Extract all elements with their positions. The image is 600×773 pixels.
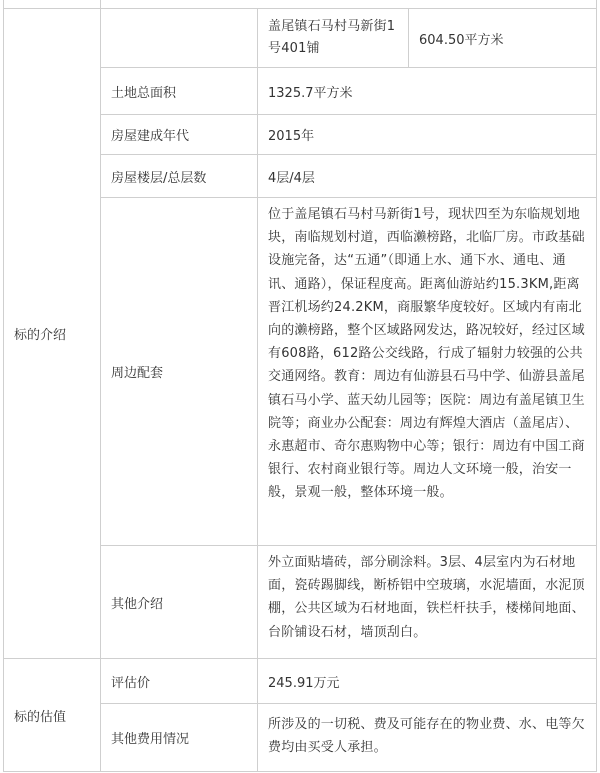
other-info-label-cell bbox=[100, 545, 258, 659]
other-fees-label-cell bbox=[100, 703, 258, 772]
address-value: 盖尾镇石马村马新街1号401铺 bbox=[268, 19, 396, 56]
land-area-value-cell bbox=[257, 67, 597, 115]
land-area-label-cell bbox=[100, 67, 258, 115]
assessed-price-label: 评估价 bbox=[111, 675, 151, 691]
area-cell bbox=[408, 8, 597, 68]
address-row-empty-cell bbox=[100, 8, 258, 68]
other-fees-label: 其他费用情况 bbox=[111, 732, 190, 747]
floors-label: 房屋楼层/总层数 bbox=[111, 170, 207, 186]
surroundings-value: 位于盖尾镇石马村马新街1号，现状四至为东临规划地块，南临规划村道，西临濑榜路，北临厂房。市政基础设施完备，达“五通”（即通上水、通下水、通电、通讯、通路），保证程度高。距离仙游站约15.3KM,距离晋江机场约24.2KM，商服繁华度较好。区域内有南北向的濑榜路，整个区域路网发达，路况较好，经过区域有608路，612路公交线路，行成了辐射力较强的公共交通网络。教育：周边有仙游县石马中学、仙游县盖尾镇石马小学、蓝天幼儿园等；医院：周边有盖尾镇卫生院等；商业办公配套：周边有辉煌大酒店（盖尾店）、永惠超市、奇尔惠购物中心等；银行：周边有中国工商银行、农村商业银行等。周边人文环境一般，治安一般，景观一般，整体环境一般。 bbox=[268, 207, 585, 501]
land-area-label: 土地总面积 bbox=[111, 85, 177, 101]
surroundings-label: 周边配套 bbox=[111, 366, 164, 381]
other-fees-value-cell bbox=[257, 703, 597, 772]
section-intro-cell bbox=[3, 8, 101, 659]
floors-label-cell bbox=[100, 154, 258, 198]
floors-value-cell bbox=[257, 154, 597, 198]
surroundings-value-cell bbox=[257, 197, 597, 546]
other-info-value-cell bbox=[257, 545, 597, 659]
other-fees-value: 所涉及的一切税、费及可能存在的物业费、水、电等欠费均由买受人承担。 bbox=[268, 717, 585, 756]
land-area-value: 1325.7平方米 bbox=[268, 85, 353, 101]
assessed-price-value: 245.91万元 bbox=[268, 675, 340, 691]
build-year-label: 房屋建成年代 bbox=[111, 129, 190, 144]
other-info-label: 其他介绍 bbox=[111, 596, 164, 612]
floors-value: 4层/4层 bbox=[268, 170, 315, 186]
area-value: 604.50平方米 bbox=[419, 32, 504, 48]
build-year-value: 2015年 bbox=[268, 129, 315, 144]
section-valuation-cell bbox=[3, 658, 101, 772]
address-cell bbox=[257, 8, 409, 68]
section-valuation-label: 标的估值 bbox=[14, 709, 67, 725]
build-year-value-cell bbox=[257, 114, 597, 155]
build-year-label-cell bbox=[100, 114, 258, 155]
section-intro-label: 标的介绍 bbox=[14, 328, 67, 343]
other-info-value: 外立面贴墙砖，部分刷涂料。3层、4层室内为石材地面，瓷砖踢脚线，断桥铝中空玻璃，水泥墙面，水泥顶棚，公共区域为石材地面，铁栏杆扶手，楼梯间地面、台阶铺设石材，墙顶刮白。 bbox=[268, 555, 585, 640]
surroundings-label-cell bbox=[100, 197, 258, 546]
assessed-price-label-cell bbox=[100, 658, 258, 704]
assessed-price-value-cell bbox=[257, 658, 597, 704]
